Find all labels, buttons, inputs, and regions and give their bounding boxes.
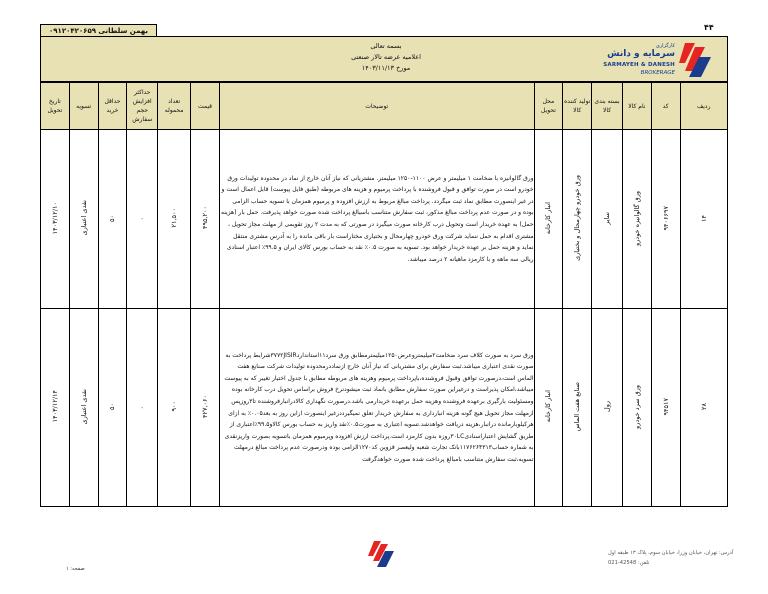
col-row: ردیف: [680, 83, 727, 130]
col-settlement: تسویه: [69, 83, 98, 130]
contact-tab: بهمن سلطانی ۰۹۱۲۰۴۲۰۶۵۹: [40, 24, 157, 37]
footer-address: [608, 548, 733, 568]
company-logo: [595, 41, 715, 79]
col-min-buy: حداقل خرید: [98, 83, 127, 130]
cell-name: ورق سرد خودرو: [632, 384, 641, 429]
cell-place: انبار کارخانه: [544, 201, 553, 235]
cell-code: ۹۴۵۱۷: [661, 397, 670, 416]
cell-volume: ۲۱,۵۰۰: [170, 208, 179, 228]
cell-row-number: ۱۴: [699, 214, 708, 222]
cell-pack: سایر: [603, 211, 612, 225]
col-volume: تعداد محموله: [158, 83, 191, 130]
cell-producer: صنایع هفت الماس: [573, 381, 582, 432]
table-row: [41, 309, 728, 507]
col-place: محل تحویل: [534, 83, 563, 130]
cell-min-buy: ۵۰: [108, 214, 117, 222]
cell-row-number: ۲۸: [699, 403, 708, 410]
cell-settlement: نقدی اعتباری: [79, 200, 88, 236]
cell-price: ۴۹۵,۲۰۰: [200, 206, 209, 230]
page-number: ۴۴: [704, 23, 714, 32]
offers-table: [40, 82, 728, 507]
cell-producer: ورق خودرو چهارمحال و بختیاری: [573, 175, 582, 261]
footer-address-line: آدرس: تهران، خیابان وزرا، خیابان سوم، پلاک ۱۳ طبقه اول: [608, 550, 734, 556]
col-max-increase: حداکثر افزایش حجم سفارش: [127, 83, 158, 130]
cell-name: ورق گالوانیزه خودرو: [632, 190, 641, 246]
logo-text-3: SARMAYEH & DANESH: [603, 62, 675, 68]
cell-code: ۹۴۰۶۶۹۷: [661, 205, 670, 231]
footer-logo-icon: [368, 541, 398, 567]
col-code: کد: [651, 83, 680, 130]
header-line-2: اعلامیه عرضه تالار صنعتی: [351, 53, 421, 61]
logo-text-4: BROKERAGE: [640, 70, 675, 76]
header-line-3: مورخ ۱۴۰۳/۱۱/۱۳: [361, 64, 411, 72]
cell-description: ورق گالوانیزه با ضخامت ۱ میلیمتر و عرض ۱۱۰۰-۱۲۵۰ میلیمتر. مشتریانی که نیاز آنان خارج از نماد در محدوده تولیدات ورق خودرو است در صورت توافق و قبول فروشنده با پرداخت پرمیوم و هزینه های مربوطه (طبق فایل پیوست) قابل اعمال است و در غیر اینصورت مطابق نماد ثبت میگردد. پرداخت مبالغ مربوط به ارزش افزوده و پرمیوم همزمان با تسویه حساب الزامی بوده و در صورت عدم پرداخت مبالغ مذکور، ثبت سفارش متناسب باسیالغ پرداخت شده صورت خواهد پذیرفت. حمل بار (هزینه حمل) به عهده خریدار است وتحویل درب کارخانه صورت میگیرد در صورتی که به مدت ۲ روز تقویمی از مهلت مجاز تحویل ، مشتری اقدام به حمل ننماید شرکت ورق خودرو چهارمحال و بختیاری مختاراست بار باقی مانده را به آدرس مشتری منتقل نماید و هزینه حمل بر عهده خریدار خواهد بود. تسویه به صورت ۰.۵٪ نقد به حساب بورس کالای ایران و ۹۹.۵٪ اعتبار اسنادی ریالی سه ماهه و با کارمزد ماهیانه ۲ درصد میباشد.: [219, 130, 534, 309]
table-header-row: [41, 83, 728, 130]
footer-phone: تلفن: 42548-021: [608, 560, 650, 566]
logo-text-2: سرمایه و دانش: [607, 49, 675, 59]
cell-max-increase: ۰: [138, 217, 147, 221]
cell-price: ۴۲۷,۰۶۰: [200, 394, 209, 418]
cell-pack: رول: [603, 400, 612, 412]
cell-settlement: نقدی اعتباری: [79, 388, 88, 425]
col-desc: توضیحات: [219, 83, 534, 130]
cell-volume: ۹۰۰: [170, 401, 179, 412]
logo-text-1: کارگزاری: [655, 43, 675, 49]
table-row: [41, 130, 728, 309]
header-line-1: بسمه تعالی: [370, 42, 402, 50]
col-name: نام کالا: [622, 83, 651, 130]
document-header: [40, 36, 728, 82]
footer-page-label: صفحه: ۱: [66, 566, 85, 572]
col-pack: بسته بندی کالا: [592, 83, 623, 130]
cell-min-buy: ۵۰: [108, 403, 117, 410]
cell-description: ورق سرد به صورت کلاف سرد ضخامت۲میلیمتروعرض۱۲۵۰میلیمترمطابق ورق سرد۱۱استاندارد۳۷۷۲JISIRشرایط پرداخت به صورت نقدی اعتباری میباشد.ثبت سفارش برای مشتریانی که نیاز آنان خارج ازنماددرمحدوده تولیدات شرکت صنایع هفت الماس است،درصورت توافق وقبول فروشنده،باپرداخت پرمیوم وهزینه های مربوطه مطابق با جدول اختیار تغییر که به پیوست میباشد،امکان پذیراست و درغیراین صورت سفارش مطابق بانماد ثبت میشودنرخ فروش براساس تحویل درب کارخانه بوده ومسئولیت بارگیری برعهده فروشنده وهزینه حمل برعهده خریدارمی باشد.درصورت نگهداری کالادرانبارفروشنده تا۳روزپس ازمهلت مجاز تحویل هیچ گونه هزینه انبارداری به سفارش خریدار تعلق نمیگیرددرغیر اینصورت ازاین روز به بعد۰.۰۵٪ به ازای هرکیلوبارمانده درانبار،هزینه دریافت خواهدشد.تسویه اعتباری به صورت۰.۵٪نقد واریز به حساب بورس کالاو۹۹.۵٪اعتباری از طریق گشایش اعتباراسنادی۳۰LCروزه بدون کارمزد است.پرداخت ارزش افزوده وپرمیوم همزمان باتسویه بصورت واریزنقدی به شماره حساب۱۱۷۶۲۶۴۳۱۳بانک تجارت شعبه ولیعصر قزوین کد۱۲۷۰الزامی بوده ودرصورت عدم پرداخت مبالغ درمهلت تسویه،ثبت سفارش متناسب بامبالغ پرداخت شده صورت خواهدگرفت: [219, 309, 534, 507]
cell-max-increase: ۰: [138, 405, 147, 409]
col-date: تاریخ تحویل: [41, 83, 70, 130]
col-price: قیمت: [191, 83, 220, 130]
cell-date: ۱۴۰۳/۱۲/۱۴: [50, 390, 59, 423]
cell-date: ۱۴۰۳/۱۲/۱۰: [50, 201, 59, 235]
cell-place: انبار کارخانه: [544, 390, 553, 423]
col-producer: تولید کننده کالا: [563, 83, 592, 130]
